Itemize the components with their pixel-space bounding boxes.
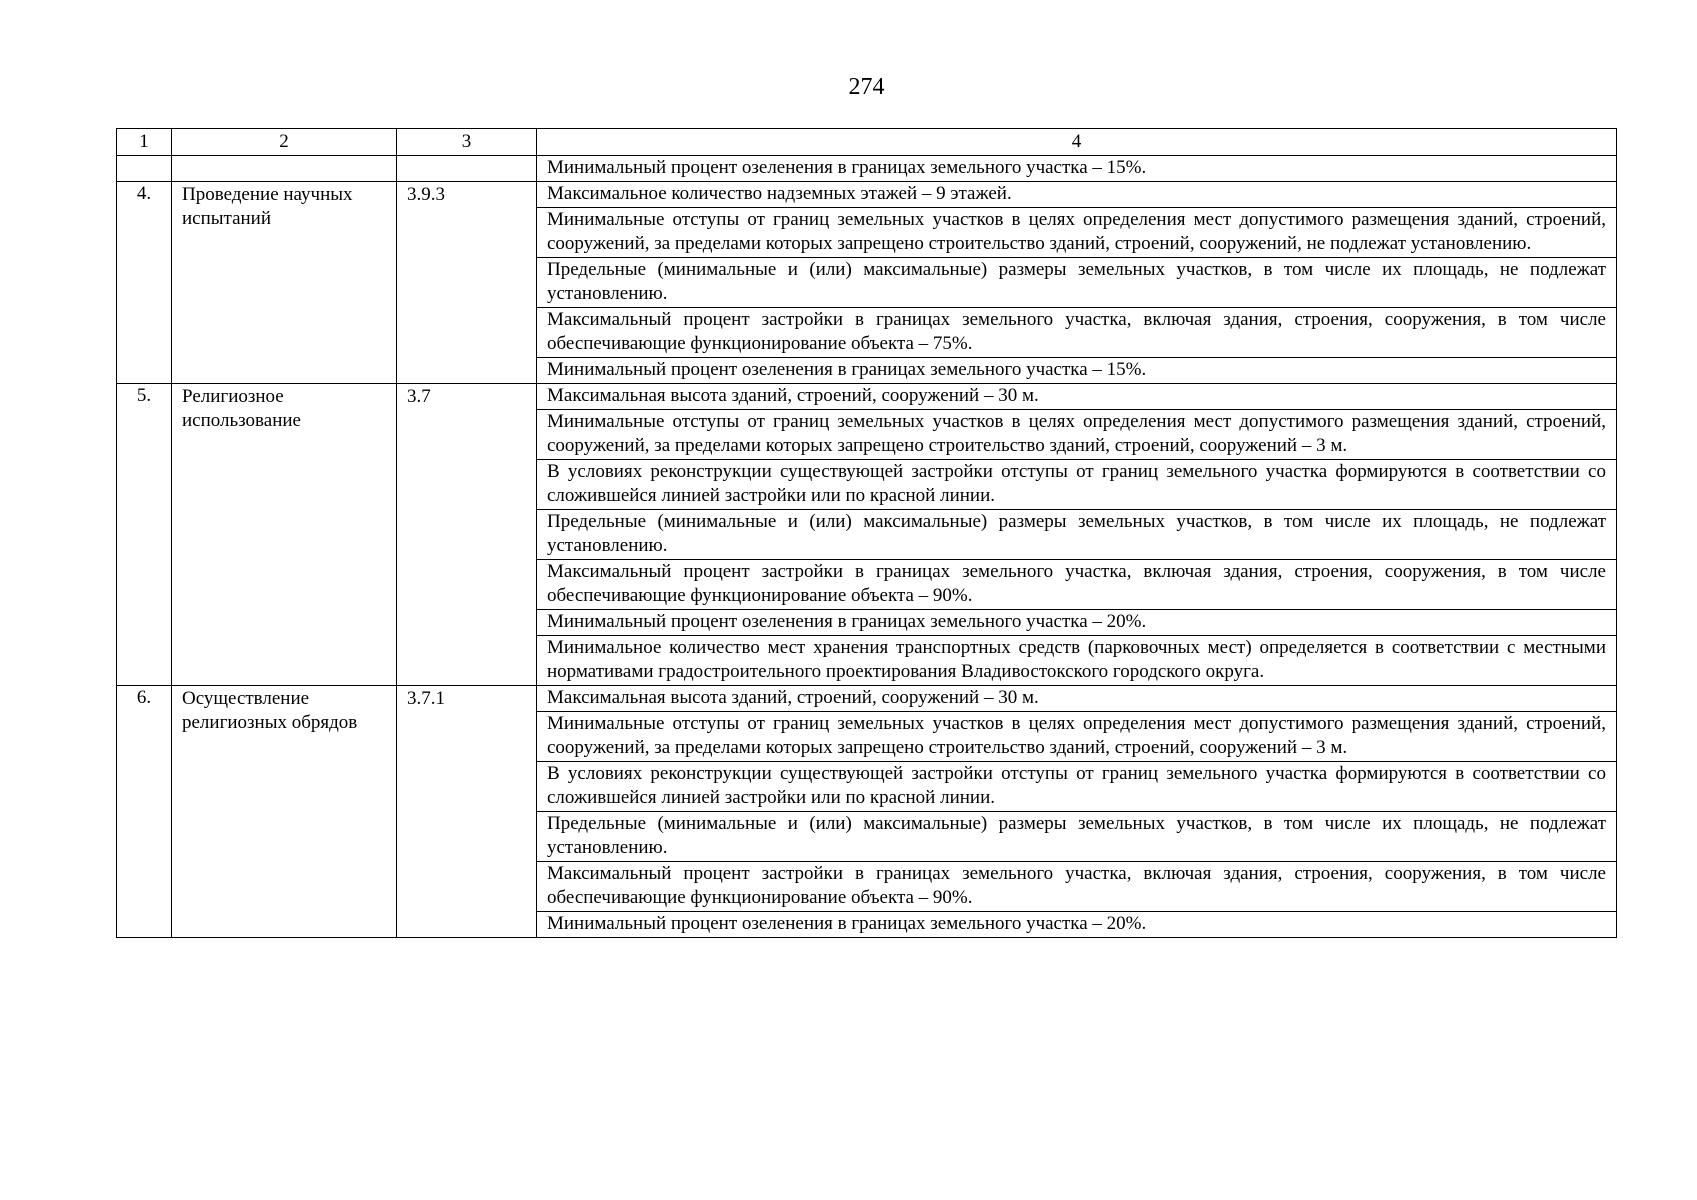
- zoning-parameters-table: [116, 128, 1617, 938]
- parameter-cell: Минимальный процент озеленения в границах земельного участка – 15%.: [537, 156, 1617, 182]
- land-use-name-cell: [172, 156, 397, 182]
- header-cell-2: 2: [172, 129, 397, 156]
- row-number-cell: [117, 156, 172, 182]
- classifier-code-cell: 3.7.1: [397, 686, 537, 938]
- table-row: [117, 182, 1617, 208]
- classifier-code-cell: 3.9.3: [397, 182, 537, 384]
- parameter-cell: Минимальное количество мест хранения транспортных средств (парковочных мест) определяется в соответствии с местными нормативами градостроительного проектирования Владивостокского городского округа.: [537, 636, 1617, 686]
- row-number-cell: 6.: [117, 686, 172, 938]
- parameter-cell: Максимальное количество надземных этажей – 9 этажей.: [537, 182, 1617, 208]
- parameter-cell: Минимальный процент озеленения в границах земельного участка – 20%.: [537, 610, 1617, 636]
- table-row: [117, 686, 1617, 712]
- parameter-cell: Максимальный процент застройки в границах земельного участка, включая здания, строения, сооружения, в том числе обеспечивающие функционирование объекта – 75%.: [537, 308, 1617, 358]
- parameter-cell: Минимальный процент озеленения в границах земельного участка – 15%.: [537, 358, 1617, 384]
- header-cell-1: 1: [117, 129, 172, 156]
- parameter-cell: Максимальный процент застройки в границах земельного участка, включая здания, строения, сооружения, в том числе обеспечивающие функционирование объекта – 90%.: [537, 862, 1617, 912]
- parameter-cell: В условиях реконструкции существующей застройки отступы от границ земельного участка формируются в соответствии со сложившейся линией застройки или по красной линии.: [537, 460, 1617, 510]
- parameter-cell: Предельные (минимальные и (или) максимальные) размеры земельных участков, в том числе их площадь, не подлежат установлению.: [537, 812, 1617, 862]
- land-use-name-cell: Осуществление религиозных обрядов: [172, 686, 397, 938]
- table-row: [117, 384, 1617, 410]
- parameter-cell: Минимальные отступы от границ земельных участков в целях определения мест допустимого размещения зданий, строений, сооружений, за пределами которых запрещено строительство зданий, строений, сооружений – 3 м.: [537, 410, 1617, 460]
- row-number-cell: 5.: [117, 384, 172, 686]
- header-cell-4: 4: [537, 129, 1617, 156]
- parameter-cell: В условиях реконструкции существующей застройки отступы от границ земельного участка формируются в соответствии со сложившейся линией застройки или по красной линии.: [537, 762, 1617, 812]
- land-use-name-cell: Проведение научных испытаний: [172, 182, 397, 384]
- parameter-cell: Предельные (минимальные и (или) максимальные) размеры земельных участков, в том числе их площадь, не подлежат установлению.: [537, 258, 1617, 308]
- parameter-cell: Максимальная высота зданий, строений, сооружений – 30 м.: [537, 384, 1617, 410]
- parameter-cell: Максимальный процент застройки в границах земельного участка, включая здания, строения, сооружения, в том числе обеспечивающие функционирование объекта – 90%.: [537, 560, 1617, 610]
- classifier-code-cell: [397, 156, 537, 182]
- classifier-code-cell: 3.7: [397, 384, 537, 686]
- header-cell-3: 3: [397, 129, 537, 156]
- parameter-cell: Минимальные отступы от границ земельных участков в целях определения мест допустимого размещения зданий, строений, сооружений, за пределами которых запрещено строительство зданий, строений, сооружений, не подлежат установлению.: [537, 208, 1617, 258]
- parameter-cell: Минимальный процент озеленения в границах земельного участка – 20%.: [537, 912, 1617, 938]
- land-use-name-cell: Религиозное использование: [172, 384, 397, 686]
- parameter-cell: Минимальные отступы от границ земельных участков в целях определения мест допустимого размещения зданий, строений, сооружений, за пределами которых запрещено строительство зданий, строений, сооружений – 3 м.: [537, 712, 1617, 762]
- page-number: 274: [848, 74, 885, 100]
- table-row: [117, 156, 1617, 182]
- table-body: [117, 129, 1617, 938]
- table-header-row: [117, 129, 1617, 156]
- parameter-cell: Предельные (минимальные и (или) максимальные) размеры земельных участков, в том числе их площадь, не подлежат установлению.: [537, 510, 1617, 560]
- parameter-cell: Максимальная высота зданий, строений, сооружений – 30 м.: [537, 686, 1617, 712]
- row-number-cell: 4.: [117, 182, 172, 384]
